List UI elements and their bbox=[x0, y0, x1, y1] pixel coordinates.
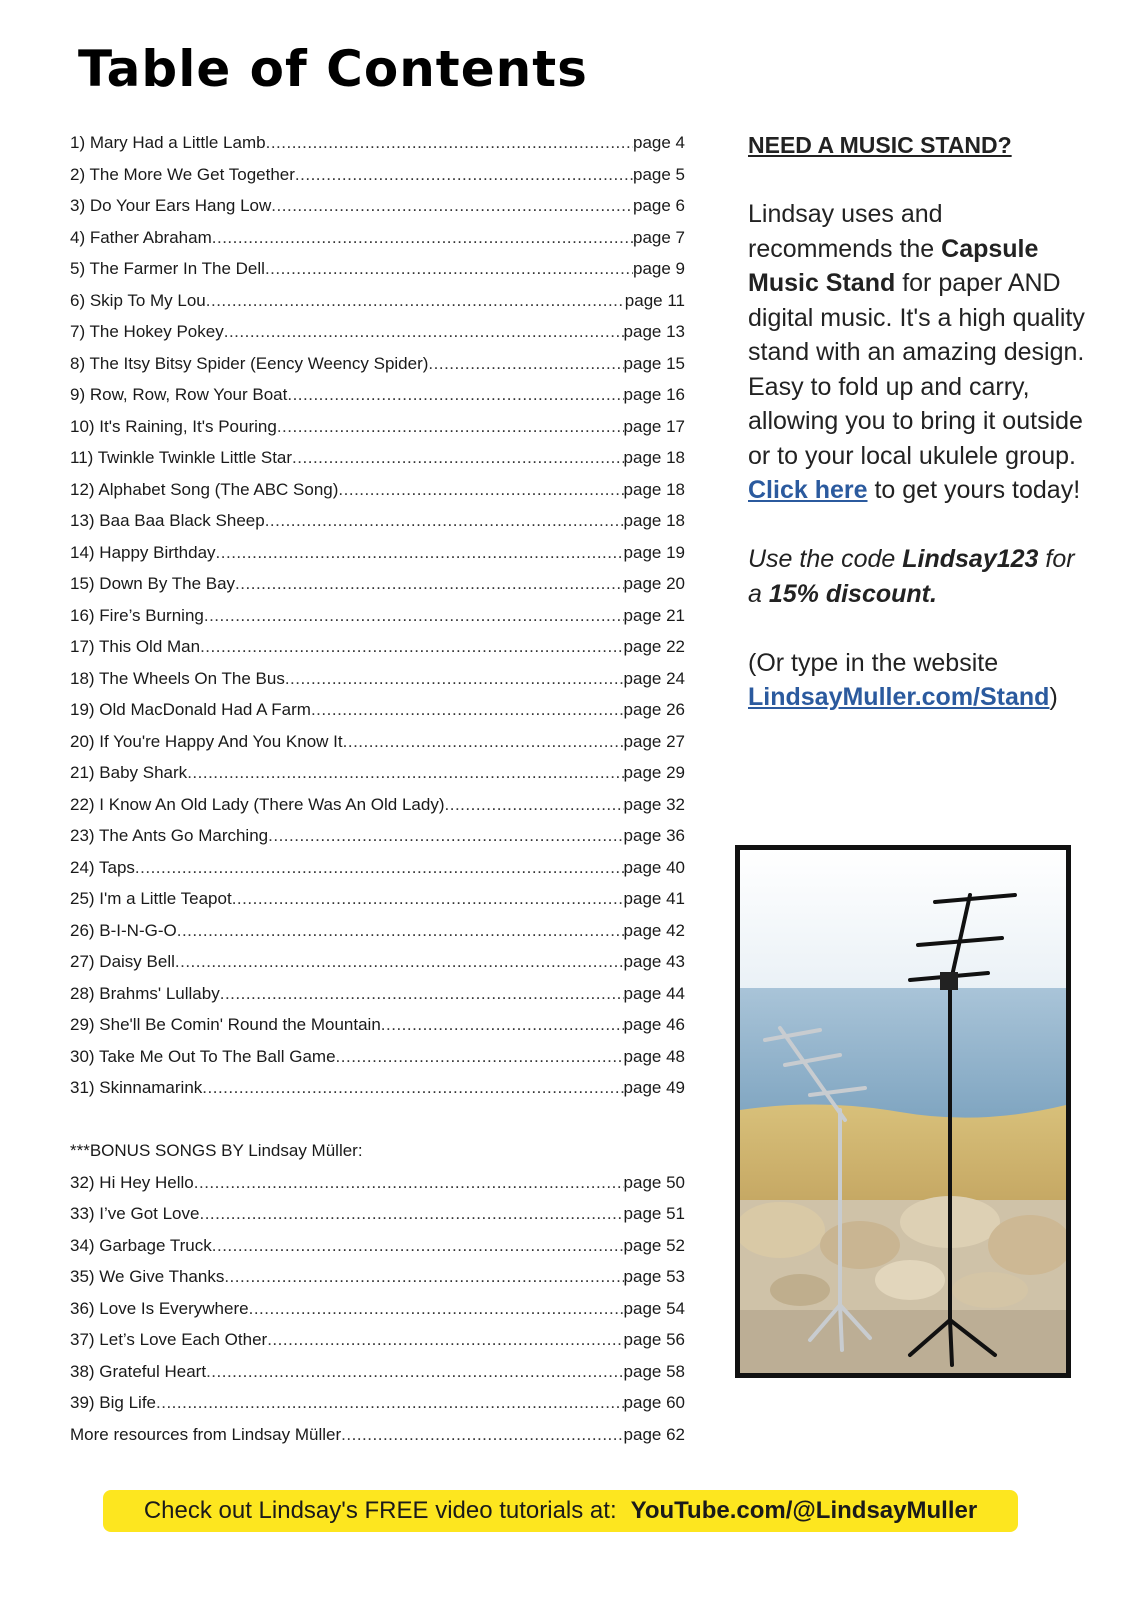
dot-leader bbox=[156, 1387, 624, 1419]
toc-row[interactable] bbox=[70, 505, 685, 537]
toc-entry-page: page 15 bbox=[623, 353, 685, 373]
website-text-suffix: ) bbox=[1049, 683, 1058, 711]
dot-leader bbox=[267, 1324, 623, 1356]
toc-entry-title: 1) Mary Had a Little Lamb bbox=[70, 133, 266, 152]
table-of-contents bbox=[70, 127, 685, 1450]
toc-row[interactable] bbox=[70, 915, 685, 947]
toc-entry-page: page 49 bbox=[623, 1078, 685, 1097]
dot-leader bbox=[287, 379, 623, 411]
toc-row[interactable] bbox=[70, 883, 685, 915]
toc-row[interactable] bbox=[70, 316, 685, 348]
toc-entry-page: page 43 bbox=[623, 952, 685, 971]
banner-text: Check out Lindsay's FREE video tutorials at: bbox=[143, 1497, 617, 1524]
dot-leader bbox=[249, 1293, 624, 1325]
toc-row[interactable] bbox=[70, 348, 685, 380]
dot-leader bbox=[224, 316, 624, 348]
discount-code: Lindsay123 bbox=[902, 545, 1039, 573]
toc-entry-title: 32) Hi Hey Hello bbox=[70, 1172, 194, 1192]
toc-row[interactable] bbox=[70, 852, 685, 884]
toc-row[interactable] bbox=[70, 820, 685, 852]
dot-leader bbox=[341, 1419, 623, 1451]
dot-leader bbox=[445, 789, 624, 821]
stand-website-link[interactable]: LindsayMuller.com/Stand bbox=[748, 683, 1050, 711]
toc-entry-title: 37) Let’s Love Each Other bbox=[70, 1330, 268, 1349]
dot-leader bbox=[338, 474, 623, 506]
toc-bonus-row[interactable] bbox=[70, 1419, 685, 1451]
toc-entry-title: 25) I'm a Little Teapot bbox=[70, 889, 232, 908]
toc-entry-page: page 19 bbox=[623, 542, 685, 562]
dot-leader bbox=[177, 915, 624, 947]
dot-leader bbox=[220, 978, 624, 1010]
toc-entry-page: page 40 bbox=[623, 857, 685, 877]
dot-leader bbox=[428, 348, 623, 380]
page-title: Table of Contents bbox=[78, 40, 588, 98]
toc-row[interactable] bbox=[70, 190, 685, 222]
toc-bonus-row[interactable] bbox=[70, 1293, 685, 1325]
toc-entry-page: page 48 bbox=[623, 1046, 685, 1066]
toc-entry-page: page 9 bbox=[633, 259, 685, 278]
toc-entry-page: page 13 bbox=[623, 322, 685, 341]
dot-leader bbox=[212, 222, 633, 254]
dot-leader bbox=[271, 190, 633, 222]
toc-entry-title: 38) Grateful Heart bbox=[70, 1361, 207, 1381]
toc-row[interactable] bbox=[70, 631, 685, 663]
dot-leader bbox=[199, 1198, 623, 1230]
toc-bonus-row[interactable] bbox=[70, 1167, 685, 1199]
toc-entry-page: page 7 bbox=[633, 227, 685, 247]
dot-leader bbox=[265, 505, 624, 537]
toc-bonus-row[interactable] bbox=[70, 1356, 685, 1388]
toc-entry-title: 23) The Ants Go Marching bbox=[70, 826, 269, 845]
toc-entry-title: 39) Big Life bbox=[70, 1393, 156, 1412]
toc-entry-title: 2) The More We Get Together bbox=[70, 164, 295, 184]
toc-row[interactable] bbox=[70, 946, 685, 978]
toc-row[interactable] bbox=[70, 978, 685, 1010]
toc-entry-title: 27) Daisy Bell bbox=[70, 952, 175, 971]
dot-leader bbox=[187, 757, 623, 789]
dot-leader bbox=[212, 1230, 624, 1262]
toc-row[interactable] bbox=[70, 537, 685, 569]
toc-entry-page: page 4 bbox=[633, 133, 685, 152]
toc-row[interactable] bbox=[70, 159, 685, 191]
dot-leader bbox=[202, 1072, 623, 1104]
toc-entry-title: 4) Father Abraham bbox=[70, 227, 212, 247]
toc-entry-page: page 54 bbox=[623, 1298, 685, 1318]
promo-text: Lindsay uses and recommends the bbox=[748, 200, 943, 263]
dot-leader bbox=[216, 537, 624, 569]
toc-row[interactable] bbox=[70, 442, 685, 474]
toc-entry-page: page 16 bbox=[623, 385, 685, 404]
discount-text: Use the code bbox=[748, 545, 903, 573]
toc-bonus-row[interactable] bbox=[70, 1387, 685, 1419]
toc-row[interactable] bbox=[70, 757, 685, 789]
dot-leader bbox=[277, 411, 624, 443]
toc-entry-page: page 58 bbox=[623, 1361, 685, 1381]
toc-entry-title: 12) Alphabet Song (The ABC Song) bbox=[70, 479, 339, 499]
toc-entry-page: page 18 bbox=[623, 448, 685, 467]
toc-entry-page: page 18 bbox=[623, 511, 685, 530]
dot-leader bbox=[200, 631, 623, 663]
toc-entry-page: page 56 bbox=[623, 1330, 685, 1349]
promo-heading: NEED A MUSIC STAND? bbox=[748, 132, 1012, 158]
toc-entry-title: 17) This Old Man bbox=[70, 637, 201, 656]
toc-song-list bbox=[70, 127, 685, 1104]
dot-leader bbox=[206, 285, 625, 317]
toc-entry-page: page 62 bbox=[623, 1424, 685, 1444]
dot-leader bbox=[194, 1167, 624, 1199]
toc-entry-page: page 6 bbox=[633, 196, 685, 215]
toc-entry-page: page 60 bbox=[623, 1393, 685, 1412]
product-name: Capsule Music Stand bbox=[748, 234, 1039, 297]
youtube-link[interactable]: YouTube.com/@LindsayMuller bbox=[630, 1497, 978, 1524]
dot-leader bbox=[232, 883, 624, 915]
dot-leader bbox=[206, 1356, 623, 1388]
discount-text: for a bbox=[748, 545, 1075, 608]
toc-row[interactable] bbox=[70, 1009, 685, 1041]
dot-leader bbox=[311, 694, 624, 726]
dot-leader bbox=[268, 820, 623, 852]
toc-entry-page: page 52 bbox=[623, 1235, 685, 1255]
toc-entry-title: 7) The Hokey Pokey bbox=[70, 322, 224, 341]
dot-leader bbox=[204, 600, 624, 632]
toc-entry-page: page 5 bbox=[633, 164, 685, 184]
toc-entry-title: 8) The Itsy Bitsy Spider (Eency Weency Spider) bbox=[70, 353, 429, 373]
toc-entry-page: page 27 bbox=[623, 731, 685, 751]
dot-leader bbox=[135, 852, 624, 884]
toc-entry-page: page 42 bbox=[623, 920, 685, 940]
toc-row[interactable] bbox=[70, 663, 685, 695]
toc-entry-title: 30) Take Me Out To The Ball Game bbox=[70, 1046, 336, 1066]
toc-row[interactable] bbox=[70, 1072, 685, 1104]
dot-leader bbox=[343, 726, 624, 758]
music-stand-photo bbox=[735, 845, 1071, 1378]
toc-entry-title: 13) Baa Baa Black Sheep bbox=[70, 511, 265, 530]
toc-entry-title: 31) Skinnamarink bbox=[70, 1078, 203, 1097]
toc-entry-title: 35) We Give Thanks bbox=[70, 1267, 225, 1286]
toc-entry-page: page 46 bbox=[623, 1015, 685, 1034]
dot-leader bbox=[336, 1041, 624, 1073]
toc-entry-title: 28) Brahms' Lullaby bbox=[70, 983, 220, 1003]
toc-bonus-row[interactable] bbox=[70, 1324, 685, 1356]
toc-entry-title: 24) Taps bbox=[70, 857, 135, 877]
toc-entry-title: 15) Down By The Bay bbox=[70, 574, 236, 593]
toc-row[interactable] bbox=[70, 568, 685, 600]
toc-entry-title: 18) The Wheels On The Bus bbox=[70, 668, 285, 688]
toc-row[interactable] bbox=[70, 694, 685, 726]
toc-row[interactable] bbox=[70, 379, 685, 411]
toc-entry-title: 9) Row, Row, Row Your Boat bbox=[70, 385, 288, 404]
toc-bonus-row[interactable] bbox=[70, 1230, 685, 1262]
promo-text: to get yours today! bbox=[867, 476, 1081, 504]
toc-entry-title: 5) The Farmer In The Dell bbox=[70, 259, 265, 278]
toc-entry-page: page 32 bbox=[623, 794, 685, 814]
toc-entry-title: 22) I Know An Old Lady (There Was An Old Lady) bbox=[70, 794, 445, 814]
music-stand-promo bbox=[748, 128, 1088, 715]
toc-entry-title: More resources from Lindsay Müller bbox=[70, 1424, 342, 1444]
toc-entry-title: 26) B-I-N-G-O bbox=[70, 920, 177, 940]
toc-entry-page: page 11 bbox=[624, 290, 685, 310]
toc-entry-title: 19) Old MacDonald Had A Farm bbox=[70, 700, 311, 719]
toc-row[interactable] bbox=[70, 726, 685, 758]
toc-entry-title: 20) If You're Happy And You Know It bbox=[70, 731, 343, 751]
toc-bonus-list bbox=[70, 1167, 685, 1451]
dot-leader bbox=[175, 946, 624, 978]
toc-bonus-row[interactable] bbox=[70, 1198, 685, 1230]
toc-entry-page: page 18 bbox=[623, 479, 685, 499]
toc-entry-page: page 29 bbox=[623, 763, 685, 782]
toc-entry-title: 6) Skip To My Lou bbox=[70, 290, 206, 310]
toc-entry-page: page 22 bbox=[623, 637, 685, 656]
toc-row[interactable] bbox=[70, 411, 685, 443]
toc-entry-page: page 44 bbox=[623, 983, 685, 1003]
website-text-prefix: (Or type in the website bbox=[748, 648, 999, 677]
dot-leader bbox=[381, 1009, 624, 1041]
toc-entry-title: 29) She'll Be Comin' Round the Mountain bbox=[70, 1015, 381, 1034]
toc-row[interactable] bbox=[70, 474, 685, 506]
toc-entry-page: page 24 bbox=[623, 668, 685, 688]
website-text bbox=[748, 646, 1088, 715]
toc-row[interactable] bbox=[70, 127, 685, 159]
discount-amount: 15% discount. bbox=[768, 579, 937, 608]
toc-entry-title: 36) Love Is Everywhere bbox=[70, 1298, 249, 1318]
toc-entry-page: page 50 bbox=[623, 1172, 685, 1192]
dot-leader bbox=[285, 663, 624, 695]
toc-entry-page: page 21 bbox=[623, 605, 685, 625]
toc-row[interactable] bbox=[70, 600, 685, 632]
toc-row[interactable] bbox=[70, 222, 685, 254]
dot-leader bbox=[295, 159, 633, 191]
toc-row[interactable] bbox=[70, 285, 685, 317]
promo-text: for paper AND digital music. It's a high quality stand with an amazing design. Easy to fold up and carry, allowing you to bring it outside or to your local ukulele group. bbox=[748, 269, 1085, 470]
dot-leader bbox=[292, 442, 624, 474]
dot-leader bbox=[266, 127, 633, 159]
toc-entry-title: 3) Do Your Ears Hang Low bbox=[70, 196, 272, 215]
toc-entry-page: page 20 bbox=[623, 574, 685, 593]
toc-bonus-row[interactable] bbox=[70, 1261, 685, 1293]
toc-entry-title: 16) Fire’s Burning bbox=[70, 605, 204, 625]
toc-entry-page: page 26 bbox=[623, 700, 685, 719]
click-here-link[interactable]: Click here bbox=[748, 476, 868, 504]
toc-entry-title: 34) Garbage Truck bbox=[70, 1235, 212, 1255]
toc-entry-page: page 51 bbox=[623, 1204, 685, 1223]
toc-entry-title: 21) Baby Shark bbox=[70, 763, 188, 782]
toc-entry-page: page 17 bbox=[623, 416, 685, 436]
toc-entry-title: 10) It's Raining, It's Pouring bbox=[70, 416, 277, 436]
toc-row[interactable] bbox=[70, 1041, 685, 1073]
dot-leader bbox=[224, 1261, 623, 1293]
toc-row[interactable] bbox=[70, 789, 685, 821]
youtube-banner bbox=[103, 1490, 1018, 1532]
dot-leader bbox=[265, 253, 633, 285]
discount-code-text bbox=[748, 542, 1088, 611]
bonus-songs-heading: ***BONUS SONGS BY Lindsay Müller: bbox=[70, 1141, 363, 1160]
music-stand-image bbox=[740, 850, 1066, 1373]
toc-entry-title: 11) Twinkle Twinkle Little Star bbox=[70, 448, 293, 467]
promo-description bbox=[748, 197, 1088, 508]
toc-row[interactable] bbox=[70, 253, 685, 285]
toc-entry-page: page 36 bbox=[623, 826, 685, 845]
toc-entry-title: 14) Happy Birthday bbox=[70, 542, 216, 562]
dot-leader bbox=[235, 568, 624, 600]
toc-entry-title: 33) I’ve Got Love bbox=[70, 1204, 200, 1223]
toc-entry-page: page 53 bbox=[623, 1267, 685, 1286]
toc-entry-page: page 41 bbox=[623, 889, 685, 908]
